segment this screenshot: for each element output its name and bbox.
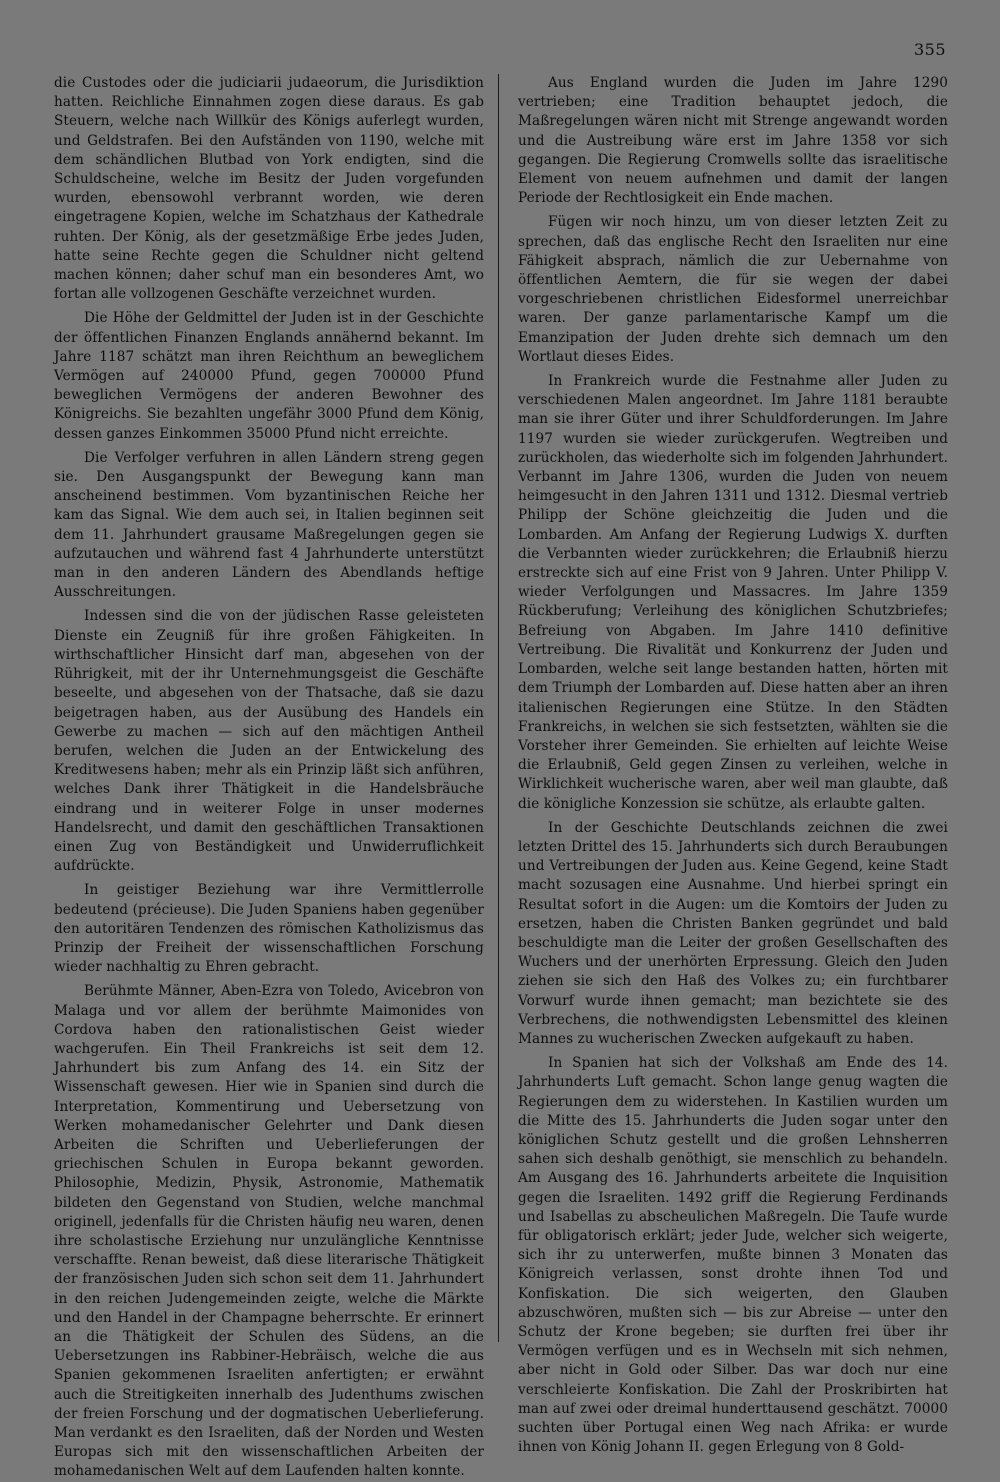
- paragraph: Indessen sind die von der jüdischen Rasse geleisteten Dienste ein Zeugniß für ihre großen Fähigkeiten. In wirthschaftlicher Hinsicht darf man, abgesehen von der Rührigkeit, mit der ihr Unternehmungsgeist die Geschäfte beseelte, und abgesehen von der Thatsache, daß sie dazu beigetragen haben, aus der Ausübung des Handels ein Gewerbe zu machen — sich auf den mächtigen Antheil berufen, welchen die Juden an der Entwickelung des Kreditwesens haben; mehr als ein Prinzip läßt sich anführen, welches Dank ihrer Thätigkeit in die Handelsbräuche eindrang und in weiterer Folge in unser modernes Handelsrecht, und damit den geschäftlichen Transaktionen einen Zug von Beständigkeit und Unwiderruflichkeit aufdrückte.: [54, 608, 484, 875]
- page-number: 355: [913, 40, 946, 59]
- paragraph: Die Höhe der Geldmittel der Juden ist in der Geschichte der öffentlichen Finanzen Englands annähernd bekannt. Im Jahre 1187 schätzt man ihren Reichthum an beweglichem Vermögen auf 240000 Pfund, gegen 700000 Pfund beweglichen Vermögens der anderen Bewohner des Königreichs. Sie bezahlten ungefähr 3000 Pfund dem König, dessen ganzes Einkommen 35000 Pfund nicht erreichte.: [54, 310, 484, 442]
- paragraph: In Spanien hat sich der Volkshaß am Ende des 14. Jahrhunderts Luft gemacht. Schon lange genug wagten die Regierungen dem zu widerstehen. In Kastilien wurden um die Mitte des 15. Jahrhunderts die Juden sogar unter den königlichen Schutz gestellt und die großen Lehnsherren sahen sich deshalb genöthigt, sie menschlich zu behandeln. Am Ausgang des 16. Jahrhunderts arbeitete die Inquisition gegen die Israeliten. 1492 griff die Regierung Ferdinands und Isabellas zu abscheulichen Maßregeln. Die Taufe wurde für obligatorisch erklärt; jeder Jude, welcher sich weigerte, sich ihr zu unterwerfen, mußte binnen 3 Monaten das Königreich verlassen, sonst drohte ihnen Tod und Konfiskation. Die sich weigerten, den Glauben abzuschwören, mußten sich — bis zur Abreise — unter den Schutz der Krone begeben; sie durften frei über ihr Vermögen verfügen und es in Wechseln mit sich nehmen, aber nicht in Gold oder Silber. Das war doch nur eine verschleierte Konfiskation. Die Zahl der Proskribirten hat man auf zwei oder dreimal hunderttausend geschätzt. 70000 suchten über Portugal einen Weg nach Afrika: er wurde ihnen von König Johann II. gegen Erlegung von 8 Gold-: [518, 1055, 948, 1456]
- paragraph: Berühmte Männer, Aben-Ezra von Toledo, Avicebron von Malaga und vor allem der berühmte Maimonides von Cordova haben den rationalistischen Geist wieder wachgerufen. Ein Theil Frankreichs ist seit dem 12. Jahrhundert bis zum Anfang des 14. ein Sitz der Wissenschaft gewesen. Hier wie in Spanien sind durch die Interpretation, Kommentirung und Uebersetzung von Werken mohamedanischer Gelehrter und Dank diesen Arbeiten die Schriften und Ueberlieferungen der griechischen Schulen in Europa bekannt geworden. Philosophie, Medizin, Physik, Astronomie, Mathematik bildeten den Gegenstand von Studien, welche manchmal originell, jedenfalls für die Christen häufig neu waren, denen ihre scholastische Erziehung nur unzulängliche Kenntnisse verschaffte. Renan beweist, daß diese literarische Thätigkeit der französischen Juden sich schon seit dem 11. Jahrhundert in den reichen Judengemeinden zeigte, welche die Märkte und den Handel in der Champagne beherrschte. Er erinnert an die Thätigkeit der Schulen des Südens, an die Uebersetzungen ins Rabbiner-Hebräisch, welche die aus Spanien gekommenen Israeliten anfertigten; er erwähnt auch die Streitigkeiten innerhalb des Judenthums zwischen der freien Forschung und der dogmatischen Ueberlieferung. Man verdankt es den Israeliten, daß der Norden und Westen Europas sich mit den wissenschaftlichen Arbeiten der mohamedanischen Welt auf dem Laufenden halten konnte.: [54, 983, 484, 1480]
- paragraph: die Custodes oder die judiciarii judaeorum, die Jurisdiktion hatten. Reichliche Einnahmen zogen diese daraus. Es gab Steuern, welche nach Willkür des Königs auferlegt wurden, und Geldstrafen. Bei den Aufständen von 1190, welche mit dem schändlichen Blutbad von York endigten, sind die Schuldscheine, welche im Besitz der Juden vorgefunden wurden, ebensowohl verbrannt worden, wie deren eingetragene Kopien, welche im Schatzhaus der Kathedrale ruhten. Der König, als der gesetzmäßige Erbe jedes Juden, hatte seine Rechte gegen die Schuldner nicht geltend machen können; daher schuf man ein besonderes Amt, wo fortan alle vollzogenen Geschäfte verzeichnet wurden.: [54, 75, 484, 303]
- text-columns: [54, 74, 948, 1480]
- paragraph: In geistiger Beziehung war ihre Vermittlerrolle bedeutend (précieuse). Die Juden Spaniens haben gegenüber den autoritären Tendenzen des römischen Katholizismus das Prinzip der Freiheit der wissenschaftlichen Forschung wieder nachhaltig zu Ehren gebracht.: [54, 882, 484, 976]
- paragraph: In der Geschichte Deutschlands zeichnen die zwei letzten Drittel des 15. Jahrhunderts sich durch Beraubungen und Vertreibungen der Juden aus. Keine Gegend, keine Stadt macht sozusagen eine Ausnahme. Und hierbei springt ein Resultat sofort in die Augen: um die Komtoirs der Juden zu ersetzen, haben die Christen Banken gegründet und bald beschuldigte man die Leiter der großen Gesellschaften des Wuchers und der unerhörten Erpressung. Gleich den Juden ziehen sie sich den Haß des Volkes zu; ein furchtbarer Vorwurf wurde ihnen gemacht; man bezichtete sie des Verbrechens, die nothwendigsten Lebensmittel des kleinen Mannes zu wucherischen Zwecken aufgekauft zu haben.: [518, 819, 948, 1047]
- paragraph: Die Verfolger verfuhren in allen Ländern streng gegen sie. Den Ausgangspunkt der Bewegung kann man anscheinend bestimmen. Vom byzantinischen Reiche her kam das Signal. Wie dem auch sei, in Italien beginnen seit dem 11. Jahrhundert grausame Maßregelungen gegen sie aufzutauchen und während fast 4 Jahrhunderte unterstützt man in den anderen Ländern des Abendlands heftige Ausschreitungen.: [54, 449, 484, 601]
- paragraph: Aus England wurden die Juden im Jahre 1290 vertrieben; eine Tradition behauptet jedoch, die Maßregelungen wären nicht mit Strenge angewandt worden und die Austreibung wäre erst im Jahre 1358 vor sich gegangen. Die Regierung Cromwells sollte das israelitische Element von neuem aufnehmen und damit der langen Periode der Rechtlosigkeit ein Ende machen.: [518, 75, 948, 207]
- left-column: [54, 74, 484, 1480]
- paragraph: In Frankreich wurde die Festnahme aller Juden zu verschiedenen Malen angeordnet. Im Jahre 1181 beraubte man sie ihrer Güter und ihrer Schuldforderungen. Im Jahre 1197 wurden sie wieder zurückgerufen. Wegtreiben und zurückholen, das wiederholte sich im folgenden Jahrhundert. Verbannt im Jahre 1306, wurden die Juden von neuem heimgesucht in den Jahren 1311 und 1312. Diesmal vertrieb Philipp der Schöne gleichzeitig die Juden und die Lombarden. Am Anfang der Regierung Ludwigs X. durften die Verbannten wieder zurückkehren; die Erlaubniß hierzu erstreckte sich auf eine Frist von 9 Jahren. Unter Philipp V. wieder Verfolgungen und Massacres. Im Jahre 1359 Rückberufung; Verleihung des königlichen Schutzbriefes; Befreiung von Abgaben. Im Jahre 1410 definitive Vertreibung. Die Rivalität und Konkurrenz der Juden und Lombarden, welche seit lange bestanden hatten, hörten mit dem Triumph der Lombarden auf. Diese hatten aber an ihren italienischen Regierungen eine Stütze. In den Städten Frankreichs, in welchen sie sich festsetzten, wählten sie die Vorsteher ihrer Gemeinden. Sie erhielten auf leichte Weise die Erlaubniß, Geld gegen Zinsen zu verleihen, welche in Wirklichkeit wucherische waren, aber weil man glaubte, daß die königliche Konzession sie schütze, als erlaubte galten.: [518, 373, 948, 812]
- paragraph: Fügen wir noch hinzu, um von dieser letzten Zeit zu sprechen, daß das englische Recht den Israeliten nur eine Fähigkeit absprach, nämlich die zur Uebernahme von öffentlichen Aemtern, die für sie wegen der dabei vorgeschriebenen christlichen Eidesformel unerreichbar waren. Der ganze parlamentarische Kampf um die Emanzipation der Juden drehte sich demnach um den Wortlaut dieses Eides.: [518, 214, 948, 365]
- right-column: [518, 74, 948, 1456]
